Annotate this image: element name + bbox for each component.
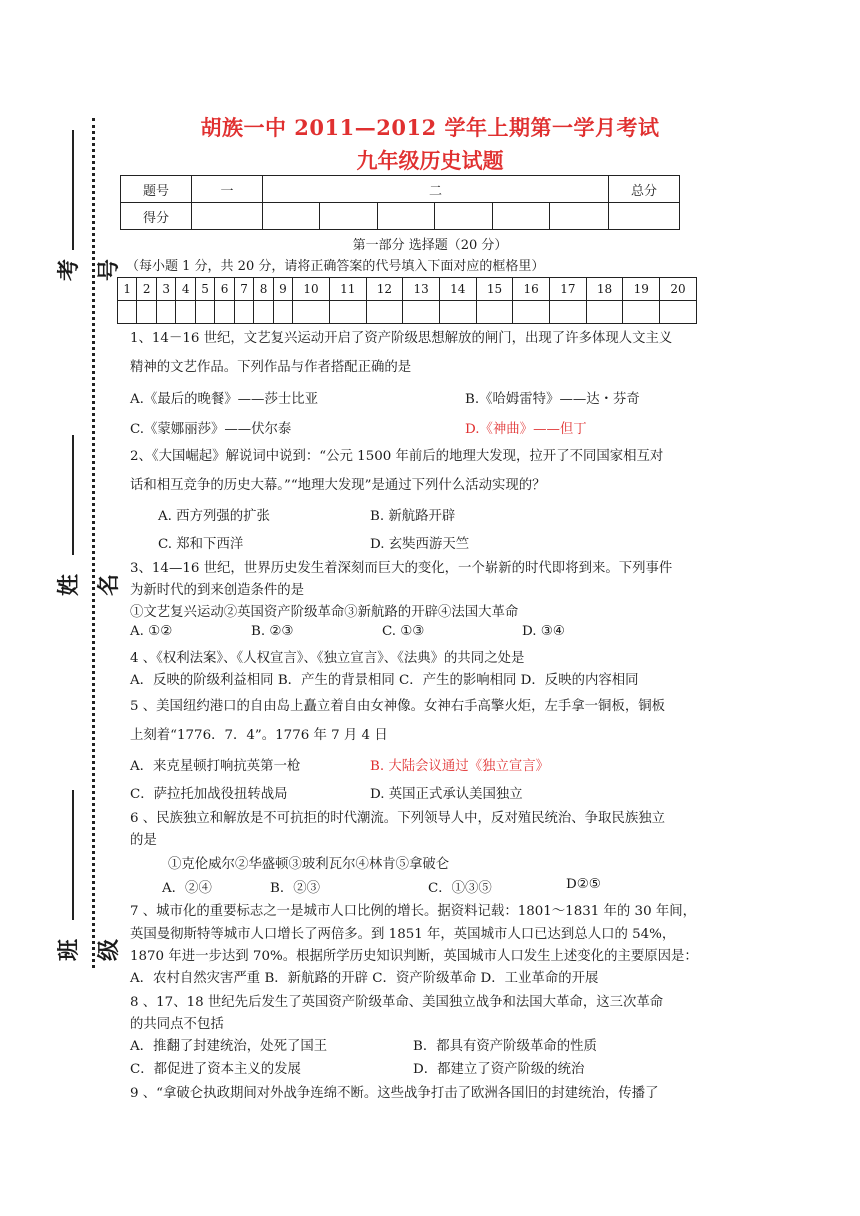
answer-number: 6 xyxy=(215,278,234,301)
score-cell[interactable] xyxy=(435,203,492,230)
q3-items: ①文艺复兴运动②英国资产阶级革命③新航路的开辟④法国大革命 xyxy=(130,605,519,620)
q5-option-a: A．来克星顿打响抗英第一枪 xyxy=(130,759,301,774)
answer-cell[interactable] xyxy=(118,301,137,324)
q2-stem: 2、《大国崛起》解说词中说到：“公元 1500 年前后的地理大发现，拉开了不同国家相互对 xyxy=(130,449,664,464)
q6-option-d: D②⑤ xyxy=(566,877,601,892)
answer-number: 20 xyxy=(660,278,697,301)
score-cell[interactable] xyxy=(320,203,377,230)
q4-options: A．反映的阶级利益相同 B．产生的背景相同 C．产生的影响相同 D．反映的内容相同 xyxy=(130,673,639,688)
q7-stem: 7 、城市化的重要标志之一是城市人口比例的增长。据资料记载：1801～1831 年的 30 年间， xyxy=(130,904,697,919)
score-cell[interactable] xyxy=(377,203,434,230)
answer-number: 15 xyxy=(476,278,513,301)
answer-number: 16 xyxy=(513,278,550,301)
answer-cell[interactable] xyxy=(293,301,330,324)
q2-stem-cont: 话和相互竞争的历史大幕。”“地理大发现”是通过下列什么活动实现的？ xyxy=(130,478,546,493)
answer-number: 17 xyxy=(550,278,587,301)
score-cell[interactable] xyxy=(492,203,549,230)
q5-option-c: C．萨拉托加战役扭转战局 xyxy=(130,787,288,802)
side-label-name: 姓名 xyxy=(57,574,122,597)
answer-number: 10 xyxy=(293,278,330,301)
q6-option-a: A．②④ xyxy=(162,881,212,896)
q6-stem-cont: 的是 xyxy=(130,833,157,848)
q8-stem: 8 、17、18 世纪先后发生了英国资产阶级革命、美国独立战争和法国大革命，这三次革命 xyxy=(130,995,664,1010)
q3-option-b: B. ②③ xyxy=(251,624,294,639)
q3-option-c: C. ①③ xyxy=(382,624,425,639)
answer-grid xyxy=(117,277,697,324)
answer-cell[interactable] xyxy=(254,301,273,324)
answer-cell[interactable] xyxy=(137,301,156,324)
answer-cell[interactable] xyxy=(329,301,366,324)
q9-stem: 9 、“拿破仑执政期间对外战争连绵不断。这些战争打击了欧洲各国旧的封建统治，传播了 xyxy=(130,1086,659,1101)
exam-title: 胡族一中 2011—2012 学年上期第一学月考试 xyxy=(200,115,660,140)
side-label-class: 班级 xyxy=(57,939,122,962)
q8-option-a: A．推翻了封建统治，处死了国王 xyxy=(130,1039,328,1054)
answer-cell[interactable] xyxy=(403,301,440,324)
answer-cell[interactable] xyxy=(513,301,550,324)
q8-stem-cont: 的共同点不包括 xyxy=(130,1017,224,1032)
score-label: 得分 xyxy=(121,203,192,230)
q4-stem: 4 、《权利法案》、《人权宣言》、《独立宣言》、《法典》的共同之处是 xyxy=(130,651,525,666)
answer-number: 11 xyxy=(329,278,366,301)
answer-number: 3 xyxy=(156,278,175,301)
q2-option-c: C. 郑和下西洋 xyxy=(158,537,244,552)
answer-cell[interactable] xyxy=(623,301,660,324)
q2-option-a: A. 西方列强的扩张 xyxy=(158,509,270,524)
q2-option-d: D. 玄奘西游天竺 xyxy=(370,537,470,552)
score-header-part2: 二 xyxy=(263,176,609,203)
answer-number: 2 xyxy=(137,278,156,301)
answer-number: 4 xyxy=(176,278,195,301)
score-header-total: 总分 xyxy=(609,176,680,203)
q8-option-b: B．都具有资产阶级革命的性质 xyxy=(413,1039,597,1054)
side-field-class xyxy=(50,785,122,985)
q1-stem-cont: 精神的文艺作品。下列作品与作者搭配正确的是 xyxy=(130,360,412,375)
q6-option-b: B．②③ xyxy=(270,881,321,896)
answer-cell[interactable] xyxy=(215,301,234,324)
score-cell[interactable] xyxy=(192,203,263,230)
score-header-number: 题号 xyxy=(121,176,192,203)
answer-number: 8 xyxy=(254,278,273,301)
q8-option-d: D．都建立了资产阶级的统治 xyxy=(413,1062,585,1077)
answer-number: 7 xyxy=(234,278,253,301)
q6-option-c: C．①③⑤ xyxy=(428,881,492,896)
side-underline xyxy=(72,790,74,920)
q3-stem: 3、14—16 世纪，世界历史发生着深刻而巨大的变化，一个崭新的时代即将到来。下列事件 xyxy=(130,561,673,576)
side-label-exam-number: 考号 xyxy=(57,259,122,282)
answer-number: 13 xyxy=(403,278,440,301)
answer-cell[interactable] xyxy=(273,301,292,324)
q1-option-c: C.《蒙娜丽莎》——伏尔泰 xyxy=(130,422,292,437)
q8-option-c: C．都促进了资本主义的发展 xyxy=(130,1062,301,1077)
answer-cell[interactable] xyxy=(439,301,476,324)
score-cell[interactable] xyxy=(550,203,609,230)
score-header-part1: 一 xyxy=(192,176,263,203)
answer-cell[interactable] xyxy=(586,301,623,324)
answer-cell[interactable] xyxy=(660,301,697,324)
q6-stem: 6 、民族独立和解放是不可抗拒的时代潮流。下列领导人中，反对殖民统治、争取民族独立 xyxy=(130,811,666,826)
answer-number: 5 xyxy=(195,278,214,301)
side-underline xyxy=(72,435,74,555)
answer-number: 9 xyxy=(273,278,292,301)
answer-cell[interactable] xyxy=(156,301,175,324)
q1-stem: 1、14－16 世纪，文艺复兴运动开启了资产阶级思想解放的闸门，出现了许多体现人文主义 xyxy=(130,331,673,346)
q3-stem-cont: 为新时代的到来创造条件的是 xyxy=(130,583,305,598)
q7-options: A．农村自然灾害严重 B．新航路的开辟 C．资产阶级革命 D．工业革命的开展 xyxy=(130,971,599,986)
exam-subtitle: 九年级历史试题 xyxy=(356,148,504,173)
answer-cell[interactable] xyxy=(234,301,253,324)
answer-number: 19 xyxy=(623,278,660,301)
answer-cell[interactable] xyxy=(550,301,587,324)
answer-cell[interactable] xyxy=(476,301,513,324)
q7-stem-cont2: 1870 年进一步达到 70%。根据所学历史知识判断，英国城市人口发生上述变化的主要原因是： xyxy=(130,949,698,964)
score-table xyxy=(120,175,680,230)
q2-option-b: B. 新航路开辟 xyxy=(370,509,456,524)
q5-stem: 5 、美国纽约港口的自由岛上矗立着自由女神像。女神右手高擎火炬，左手拿一铜板，铜板 xyxy=(130,699,666,714)
q5-stem-cont: 上刻着“1776．7．4”。1776 年 7 月 4 日 xyxy=(130,728,388,743)
part1-heading: 第一部分 选择题（20 分） xyxy=(352,238,508,253)
q5-option-d: D. 英国正式承认美国独立 xyxy=(370,787,523,802)
q5-option-b: B. 大陆会议通过《独立宣言》 xyxy=(370,759,550,774)
score-cell[interactable] xyxy=(263,203,320,230)
answer-number: 18 xyxy=(586,278,623,301)
q3-option-d: D. ③④ xyxy=(522,624,565,639)
answer-number: 1 xyxy=(118,278,137,301)
answer-number: 14 xyxy=(439,278,476,301)
score-cell[interactable] xyxy=(609,203,680,230)
part1-instructions: （每小题 1 分，共 20 分，请将正确答案的代号填入下面对应的框格里） xyxy=(126,259,545,274)
q1-option-d: D.《神曲》——但丁 xyxy=(465,422,587,437)
q7-stem-cont: 英国曼彻斯特等城市人口增长了两倍多。到 1851 年，英国城市人口已达到总人口的 54%， xyxy=(130,927,676,942)
side-field-name xyxy=(50,430,122,630)
answer-cell[interactable] xyxy=(176,301,195,324)
q1-option-b: B.《哈姆雷特》——达・芬奇 xyxy=(465,392,640,407)
answer-cell[interactable] xyxy=(195,301,214,324)
answer-cell[interactable] xyxy=(366,301,403,324)
q1-option-a: A.《最后的晚餐》——莎士比亚 xyxy=(130,392,319,407)
answer-number: 12 xyxy=(366,278,403,301)
q6-items: ①克伦威尔②华盛顿③玻利瓦尔④林肯⑤拿破仑 xyxy=(168,857,450,872)
q3-option-a: A. ①② xyxy=(130,624,173,639)
